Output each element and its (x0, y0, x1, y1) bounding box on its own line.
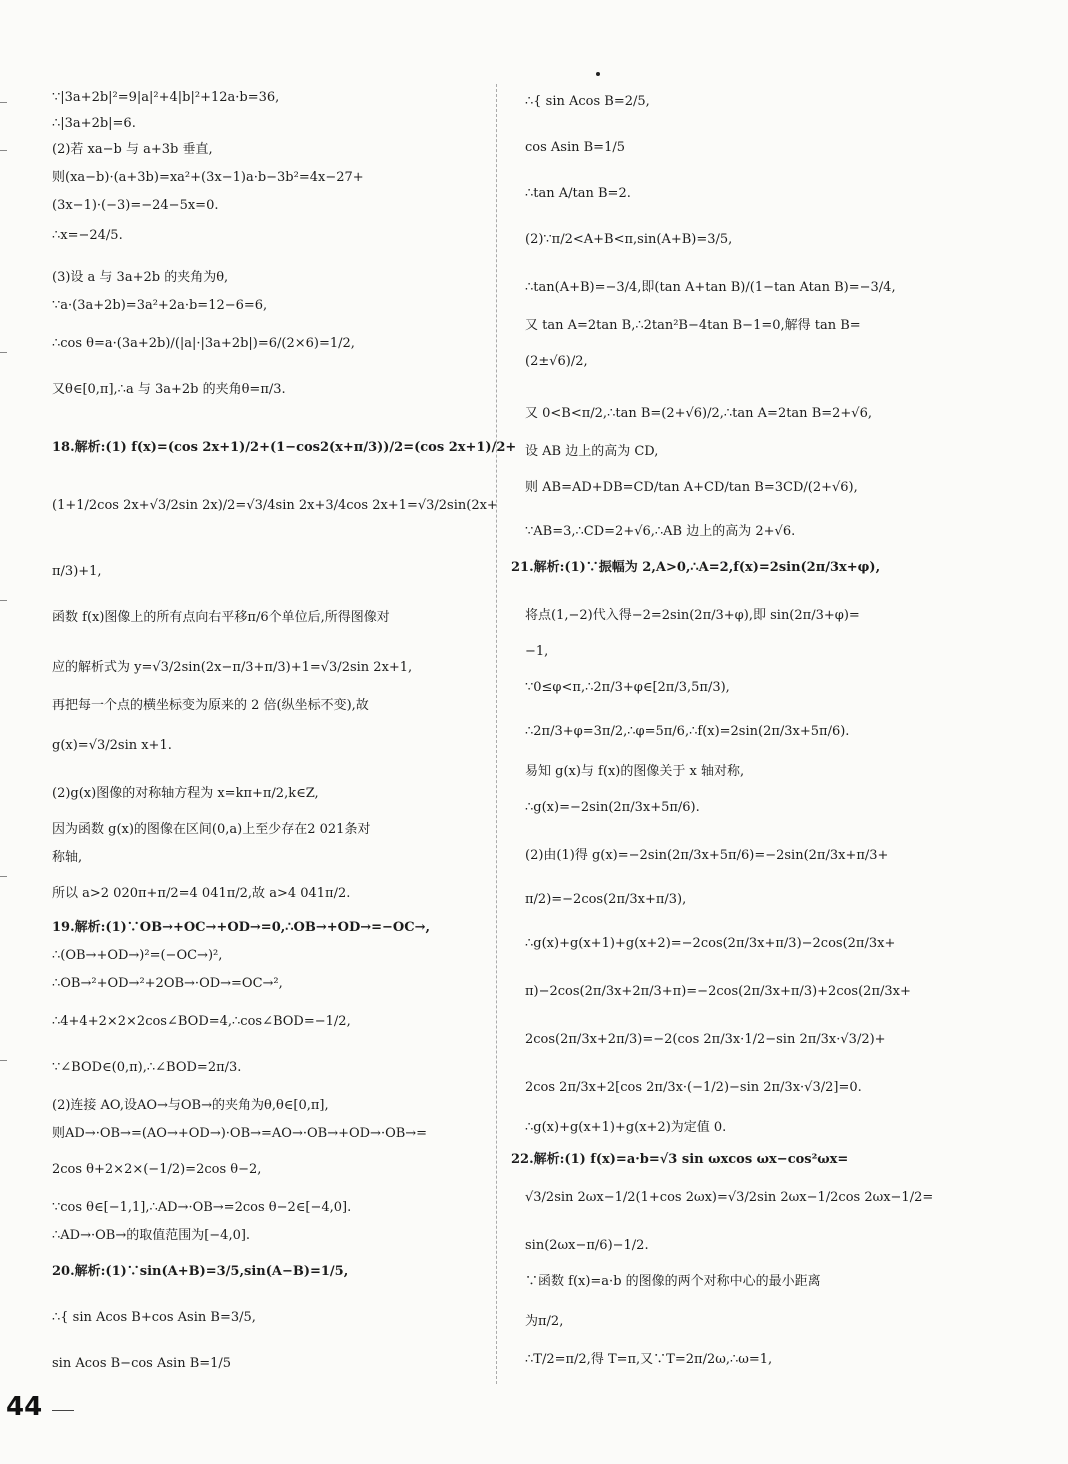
solution-heading: 19.解析:(1)∵OB→+OC→+OD→=0,∴OB→+OD→=−OC→, (52, 920, 431, 935)
solution-line: ∴|3a+2b|=6. (52, 116, 136, 131)
solution-line: ∴2π/3+φ=3π/2,∴φ=5π/6,∴f(x)=2sin(2π/3x+5π/6). (525, 724, 850, 739)
solution-heading: 20.解析:(1)∵sin(A+B)=3/5,sin(A−B)=1/5, (52, 1264, 349, 1279)
column-separator (496, 84, 497, 1384)
solution-line: g(x)=√3/2sin x+1. (52, 738, 172, 753)
margin-mark (0, 102, 7, 103)
solution-line: π)−2cos(2π/3x+2π/3+π)=−2cos(2π/3x+π/3)+2cos(2π/3x+ (525, 984, 911, 999)
bullet-dot (596, 72, 600, 76)
solution-line: ∴{ sin Acos B+cos Asin B=3/5, (52, 1310, 256, 1325)
solution-line: ∴x=−24/5. (52, 228, 123, 243)
solution-line: 因为函数 g(x)的图像在区间(0,a)上至少存在2 021条对 (52, 822, 371, 837)
solution-line: sin(2ωx−π/6)−1/2. (525, 1238, 649, 1253)
solution-line: 则AD→·OB→=(AO→+OD→)·OB→=AO→·OB→+OD→·OB→= (52, 1126, 428, 1141)
solution-line: cos Asin B=1/5 (525, 140, 626, 155)
solution-line: ∴g(x)+g(x+1)+g(x+2)为定值 0. (525, 1120, 727, 1135)
margin-mark (0, 352, 7, 353)
solution-line: ∴tan(A+B)=−3/4,即(tan A+tan B)/(1−tan Atan B)=−3/4, (525, 280, 896, 295)
solution-line: ∵|3a+2b|²=9|a|²+4|b|²+12a·b=36, (52, 90, 280, 105)
solution-line: 为π/2, (525, 1314, 564, 1329)
solution-line: 又θ∈[0,π],∴a 与 3a+2b 的夹角θ=π/3. (52, 382, 286, 397)
solution-line: −1, (525, 644, 549, 659)
solution-line: √3/2sin 2ωx−1/2(1+cos 2ωx)=√3/2sin 2ωx−1/2cos 2ωx−1/2= (525, 1190, 934, 1205)
solution-line: ∴{ sin Acos B=2/5, (525, 94, 650, 109)
solution-line: (3)设 a 与 3a+2b 的夹角为θ, (52, 270, 229, 285)
solution-line: sin Acos B−cos Asin B=1/5 (52, 1356, 232, 1371)
page-number: 44 (6, 1392, 43, 1422)
solution-line: ∵AB=3,∴CD=2+√6,∴AB 边上的高为 2+√6. (525, 524, 796, 539)
solution-line: ∴4+4+2×2×2cos∠BOD=4,∴cos∠BOD=−1/2, (52, 1014, 351, 1029)
solution-line: (2)连接 AO,设AO→与OB→的夹角为θ,θ∈[0,π], (52, 1098, 329, 1113)
solution-line: (2)由(1)得 g(x)=−2sin(2π/3x+5π/6)=−2sin(2π/3x+π/3+ (525, 848, 889, 863)
solution-line: ∴g(x)=−2sin(2π/3x+5π/6). (525, 800, 700, 815)
solution-line: 则 AB=AD+DB=CD/tan A+CD/tan B=3CD/(2+√6), (525, 480, 858, 495)
margin-mark (0, 876, 7, 877)
solution-line: ∴cos θ=a·(3a+2b)/(|a|·|3a+2b|)=6/(2×6)=1/2, (52, 336, 355, 351)
solution-line: ∴(OB→+OD→)²=(−OC→)², (52, 948, 223, 963)
solution-line: ∴tan A/tan B=2. (525, 186, 631, 201)
solution-line: 应的解析式为 y=√3/2sin(2x−π/3+π/3)+1=√3/2sin 2x+1, (52, 660, 413, 675)
solution-line: 2cos 2π/3x+2[cos 2π/3x·(−1/2)−sin 2π/3x·√3/2]=0. (525, 1080, 862, 1095)
solution-line: ∴T/2=π/2,得 T=π,又∵T=2π/2ω,∴ω=1, (525, 1352, 773, 1367)
margin-mark (0, 1060, 7, 1061)
solution-line: ∴OB→²+OD→²+2OB→·OD→=OC→², (52, 976, 283, 991)
solution-line: 再把每一个点的横坐标变为原来的 2 倍(纵坐标不变),故 (52, 698, 369, 713)
solution-heading: 18.解析:(1) f(x)=(cos 2x+1)/2+(1−cos2(x+π/3))/2=(cos 2x+1)/2+ (52, 440, 517, 455)
solution-line: π/2)=−2cos(2π/3x+π/3), (525, 892, 687, 907)
solution-line: 将点(1,−2)代入得−2=2sin(2π/3+φ),即 sin(2π/3+φ)= (525, 608, 860, 623)
solution-line: π/3)+1, (52, 564, 102, 579)
solution-line: (2±√6)/2, (525, 354, 588, 369)
solution-line: (2)若 xa−b 与 a+3b 垂直, (52, 142, 213, 157)
solution-line: 又 tan A=2tan B,∴2tan²B−4tan B−1=0,解得 tan B= (525, 318, 861, 333)
solution-line: (1+1/2cos 2x+√3/2sin 2x)/2=√3/4sin 2x+3/4cos 2x+1=√3/2sin(2x+ (52, 498, 498, 513)
solution-line: (2)∵π/2<A+B<π,sin(A+B)=3/5, (525, 232, 733, 247)
solution-line: ∴g(x)+g(x+1)+g(x+2)=−2cos(2π/3x+π/3)−2cos(2π/3x+ (525, 936, 896, 951)
solution-line: ∵∠BOD∈(0,π),∴∠BOD=2π/3. (52, 1060, 242, 1075)
margin-mark (0, 600, 7, 601)
solution-line: (2)g(x)图像的对称轴方程为 x=kπ+π/2,k∈Z, (52, 786, 319, 801)
solution-line: ∵cos θ∈[−1,1],∴AD→·OB→=2cos θ−2∈[−4,0]. (52, 1200, 352, 1215)
solution-line: 易知 g(x)与 f(x)的图像关于 x 轴对称, (525, 764, 745, 779)
page-number-rule (52, 1410, 74, 1411)
solution-line: 则(xa−b)·(a+3b)=xa²+(3x−1)a·b−3b²=4x−27+ (52, 170, 364, 185)
solution-line: 2cos(2π/3x+2π/3)=−2(cos 2π/3x·1/2−sin 2π/3x·√3/2)+ (525, 1032, 886, 1047)
solution-line: ∴AD→·OB→的取值范围为[−4,0]. (52, 1228, 251, 1243)
solution-line: ∵a·(3a+2b)=3a²+2a·b=12−6=6, (52, 298, 268, 313)
solution-line: 称轴, (52, 850, 83, 865)
solution-heading: 22.解析:(1) f(x)=a·b=√3 sin ωxcos ωx−cos²ωx= (511, 1152, 849, 1167)
solution-line: 又 0<B<π/2,∴tan B=(2+√6)/2,∴tan A=2tan B=2+√6, (525, 406, 872, 421)
solution-line: 设 AB 边上的高为 CD, (525, 444, 659, 459)
solution-heading: 21.解析:(1)∵振幅为 2,A>0,∴A=2,f(x)=2sin(2π/3x+φ), (511, 560, 881, 575)
solution-line: 所以 a>2 020π+π/2=4 041π/2,故 a>4 041π/2. (52, 886, 351, 901)
solution-line: ∵0≤φ<π,∴2π/3+φ∈[2π/3,5π/3), (525, 680, 730, 695)
solution-line: (3x−1)·(−3)=−24−5x=0. (52, 198, 219, 213)
solution-line: 2cos θ+2×2×(−1/2)=2cos θ−2, (52, 1162, 262, 1177)
solution-line: ∵函数 f(x)=a·b 的图像的两个对称中心的最小距离 (525, 1274, 821, 1289)
margin-mark (0, 150, 7, 151)
solution-line: 函数 f(x)图像上的所有点向右平移π/6个单位后,所得图像对 (52, 610, 390, 625)
